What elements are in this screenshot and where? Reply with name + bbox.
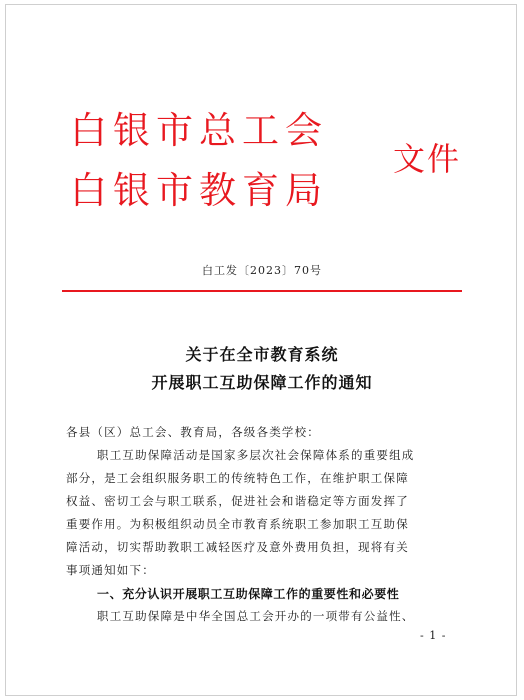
document-number: 白工发〔2023〕70号: [202, 264, 322, 277]
paragraph-line: 部分，是工会组织服务职工的传统特色工作，在维护职工保障: [66, 471, 409, 485]
salutation: 各县（区）总工会、教育局，各级各类学校：: [66, 425, 320, 439]
issuer-name-federation: 白银市总工会: [70, 109, 328, 152]
document-label: 文件: [393, 140, 462, 178]
paragraph-line: 障活动，切实帮助教职工减轻医疗及意外费用负担，现将有关: [66, 540, 409, 554]
page-number: - 1 -: [420, 629, 447, 642]
issuer-name-education-bureau: 白银市教育局: [70, 169, 328, 212]
notice-title-line-2: 开展职工互助保障工作的通知: [151, 373, 373, 392]
paragraph-line: 事项通知如下：: [66, 563, 155, 577]
paragraph-line: 重要作用。为积极组织动员全市教育系统职工参加职工互助保: [66, 517, 409, 531]
section-heading: 一、充分认识开展职工互助保障工作的重要性和必要性: [97, 587, 400, 601]
paragraph-line: 职工互助保障活动是国家多层次社会保障体系的重要组成: [97, 448, 415, 462]
red-divider-line: [62, 290, 462, 292]
paragraph-line: 权益、密切工会与职工联系，促进社会和谐稳定等方面发挥了: [66, 494, 409, 508]
paragraph-line: 职工互助保障是中华全国总工会开办的一项带有公益性、: [97, 609, 415, 623]
notice-title-line-1: 关于在全市教育系统: [185, 345, 339, 364]
